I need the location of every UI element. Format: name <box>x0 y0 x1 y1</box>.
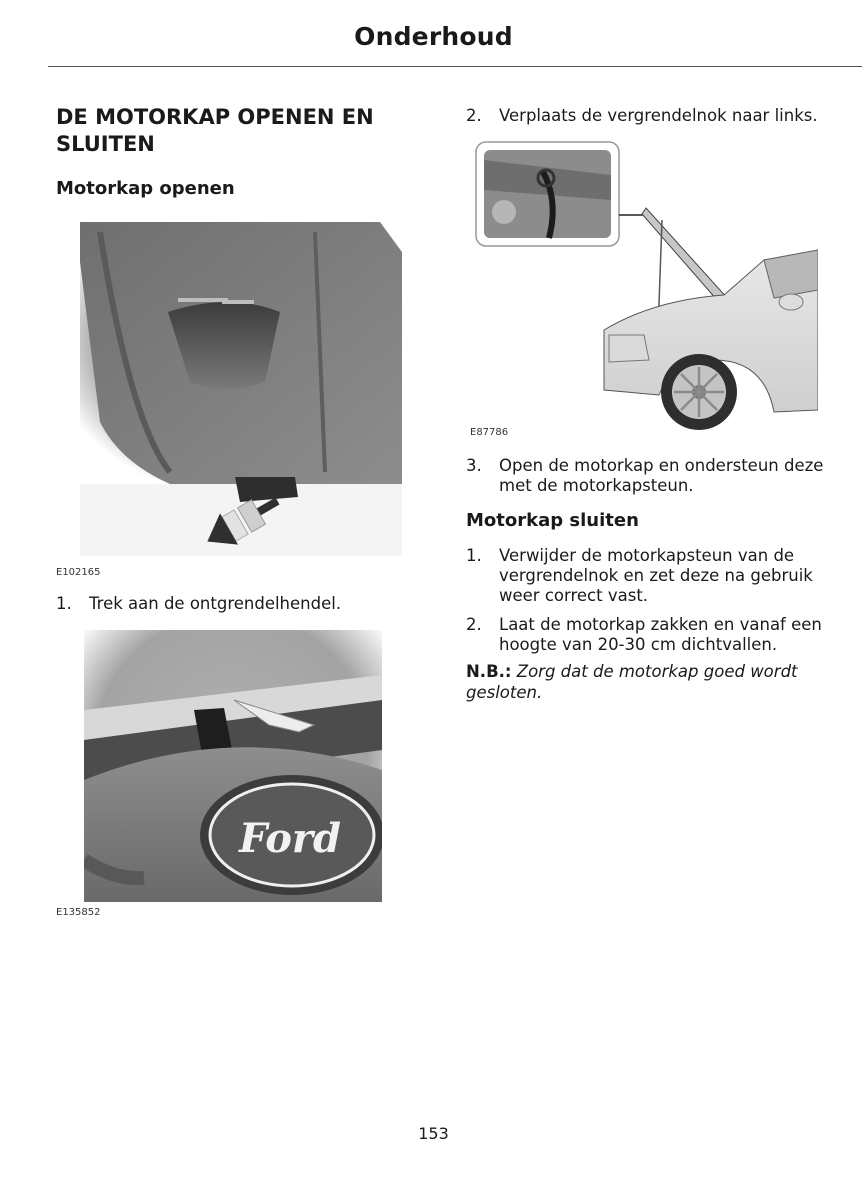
figure3-caption: E87786 <box>470 427 509 438</box>
section-title: DE MOTORKAP OPENEN EN SLUITEN <box>56 105 374 156</box>
figure-grille-latch <box>84 630 382 902</box>
closing-step-2-text: Laat de motorkap zakken en vanaf een hoogte van 20-30 cm dichtvallen. <box>499 615 822 654</box>
note-paragraph <box>466 661 846 703</box>
figure1-caption: E102165 <box>56 567 101 578</box>
note-label: N.B.: <box>466 662 512 681</box>
ford-logo: Ford <box>239 815 341 862</box>
page-header-title: Onderhoud <box>354 22 513 51</box>
page-number: 153 <box>418 1124 449 1143</box>
figure2-caption: E135852 <box>56 907 101 918</box>
figure-open-hood <box>474 140 818 436</box>
closing-step-2-number: 2. <box>466 615 482 634</box>
figure-release-lever <box>80 222 402 556</box>
opening-step-2-number: 2. <box>466 106 482 125</box>
opening-step-3-number: 3. <box>466 456 482 475</box>
closing-step-1-text: Verwijder de motorkapsteun van de vergrendelnok en zet deze na gebruik weer correct vast. <box>499 546 813 605</box>
opening-step-2-text: Verplaats de vergrendelnok naar links. <box>499 106 818 125</box>
note-text: Zorg dat de motorkap goed wordt gesloten. <box>466 662 798 702</box>
opening-step-1-number: 1. <box>56 594 72 613</box>
opening-step-3-text: Open de motorkap en ondersteun deze met de motorkapsteun. <box>499 456 824 495</box>
closing-step-1-number: 1. <box>466 546 482 565</box>
heading-motorkap-openen: Motorkap openen <box>56 178 235 199</box>
header-divider <box>48 66 862 67</box>
heading-motorkap-sluiten: Motorkap sluiten <box>466 510 639 531</box>
opening-step-1-text: Trek aan de ontgrendelhendel. <box>89 594 342 613</box>
